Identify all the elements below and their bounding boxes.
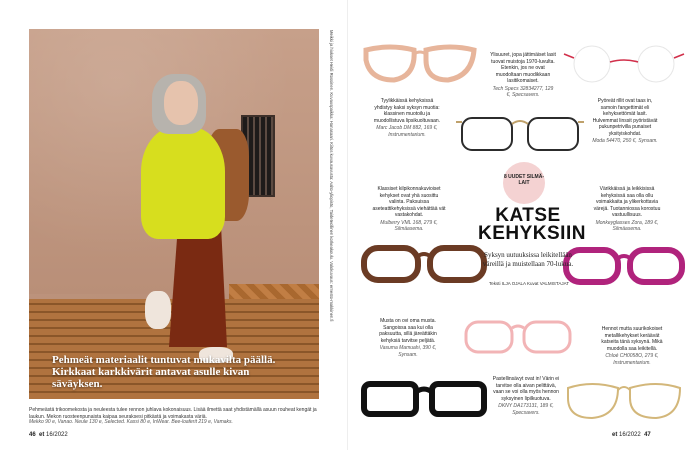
magenta-glasses-icon — [562, 244, 686, 288]
gold-metal-glasses-icon — [562, 374, 686, 424]
product-text-3: Pyöreät rillit ovat taas in, samoin fangettimät eli kehyksettömät lasit. Hulvemmat linssit pyöristävät pukunpetrivilla punaiset yksityiskohdat. Moda 54470, 250 €, Synsam. — [592, 98, 658, 144]
cat-eye-glasses-icon — [360, 40, 480, 90]
tortoise-glasses-icon — [360, 242, 488, 286]
rimless-round-glasses-icon — [562, 44, 686, 88]
byline: Teksti ILJA OJALA Kuvat VALMISTAJAT — [488, 281, 570, 286]
metal-square-glasses-icon — [456, 112, 584, 154]
fashion-photo — [29, 29, 319, 399]
product-text-4: Klassiset kilpikonnakuvioiset kehykset ovat yhä suosittu valinta. Paksuissa aseteattikehyksissä viehättää vät vastakohdat. Mulberry VML 168, 279 €, Silmäasema. — [372, 186, 446, 232]
vertical-credits: Meikki ja hiukset Heidi Rossinen. Kuvauspaikka: Hanasaari. Kiitos kuvausavusta: Aalto-yliopisto, Taideteollinen korkeakoulu. Valokuvaus: ernesto-makkinen.fi — [329, 30, 334, 322]
badge-8-new-glasses: 8 UUDET SILMÄ-LAIT — [503, 162, 545, 204]
body-text: Pehmeästä trikoomekosta ja neuleesta tulee rennon juhlava kokonaisuus. Lisää ilmettä saat yhdistämällä asuun rouheat kengät ja laukun. Mekon ruosteenpunaista kaipaa seuraksesi pitkästä ja voimakasta väriä. — [29, 407, 317, 420]
folio-left: 46 et 16/2022 — [29, 432, 68, 438]
pink-glasses-icon — [462, 316, 574, 358]
product-text-2: Tyylikkäissä kehyksissä yhdistyy kaksi syksyn muotia: klassinen muotoilu ja muodollistuva lipsikuoltuvaan. Marc Jacob DM 882, 169 €, Instrumentarium. — [373, 98, 441, 138]
folio-right: et 16/2022 47 — [612, 432, 651, 438]
product-text-5: Värikkäissä ja leikkisissä kehyksissä saa olla ollu voimakkaita ja ylikerkottavia värejä. Tuotanniossa korostuu vastuullisuus. Monkeyglasses Zora, 189 €, Silmäasema. — [593, 186, 661, 232]
page-headline: KATSE KEHYKSIIN — [478, 205, 586, 244]
black-glasses-icon — [360, 378, 488, 420]
product-text-1: Ylisuuret, jopa jättimäiset lasit tuovat muistoja 1970-luvulta. Etenkin, jos ne ovat muodoltaan muodikkaan lasitikomaiset. Tech Specs 32834277, 129 €, Specsavers. — [490, 52, 556, 98]
product-credits: Mekko 90 e, Vanao. Neule 130 e, Selected. Kassi 80 e, InWear. Bee-loaferit 219 e, Vamaks. — [29, 419, 233, 425]
product-text-6: Musta on ovi oma musta. Sangoissa saa kui olla paksuutta, sillä järeättäkin kehyksiä tarvitse peljätä. Vasuma Mamuahi, 390 €, Synsam. — [379, 318, 437, 358]
product-text-7: Pastellinsävyt ovat in! Värin ei tarvitse olla aivan pelittävä, vaan se voi olla myös hennon syksyinen lipilkuotuva. DKNY DA173131, 189 €, Specsavers. — [492, 376, 560, 416]
product-text-8: Hennot mutta suurikokoiset metallikehykset keräävät katseita tänä syksynä. Mikä muodolla saa leikitellä. Chloé CH0058O, 279 €, Instrumentarium. — [601, 326, 663, 366]
photo-caption: Pehmeät materiaalit tuntuvat mukavilta päällä. Kirkkaat karkkivärit antavat asulle kivan säväyksen. — [52, 354, 276, 390]
page-subline: Syksyn uutuuksissa leikitellään väreillä ja muistellaan 70-lukua. — [482, 251, 574, 268]
